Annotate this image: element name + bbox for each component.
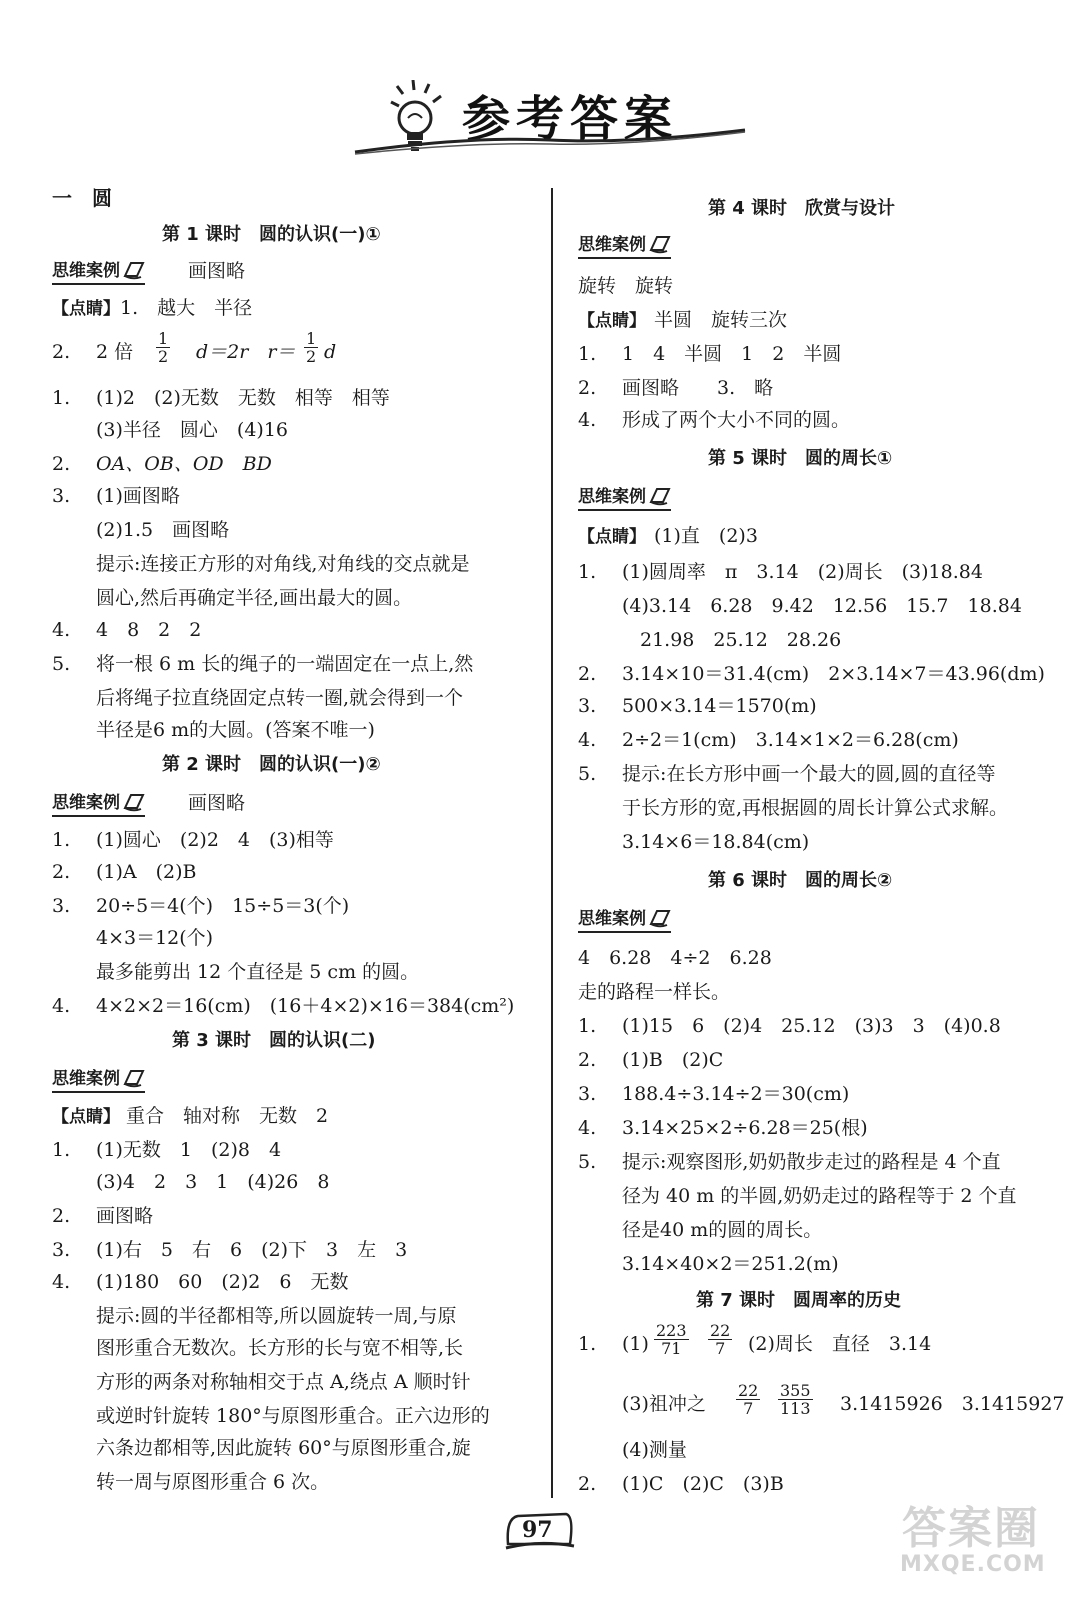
book-icon: [123, 1068, 145, 1088]
case-answer: 画图略: [188, 792, 246, 814]
book-icon: [123, 792, 145, 812]
answer-line: 4 6.28 4÷2 6.28: [578, 947, 772, 969]
book-icon: [649, 234, 671, 254]
thinking-case-label: 思维案例: [52, 788, 145, 817]
column-divider: [551, 188, 553, 1498]
page-title: 参考答案: [462, 91, 679, 147]
thinking-case-label: 思维案例: [52, 256, 145, 285]
thinking-case-label: 思维案例: [578, 230, 671, 259]
thinking-case-label: 思维案例: [578, 482, 671, 511]
lesson-5-title: 第 5 课时 圆的周长①: [708, 448, 893, 469]
book-icon: [649, 486, 671, 506]
section-title: 一 圆: [52, 186, 112, 210]
lesson-2-title: 第 2 课时 圆的认识(一)②: [162, 754, 381, 775]
answer-line: 旋转 旋转: [578, 275, 674, 297]
lesson-4-title: 第 4 课时 欣赏与设计: [708, 198, 896, 219]
thinking-case-label: 思维案例: [52, 1064, 145, 1093]
answer-line: 走的路程一样长。: [578, 981, 731, 1003]
lesson-3-title: 第 3 课时 圆的认识(二): [172, 1030, 376, 1051]
watermark: 答案圈 MXQE.COM: [900, 1503, 1046, 1577]
key-point: 【点睛】 重合 轴对称 无数 2: [52, 1105, 329, 1127]
lesson-7-title: 第 7 课时 圆周率的历史: [696, 1290, 902, 1311]
book-icon: [649, 908, 671, 928]
lesson-6-title: 第 6 课时 圆的周长②: [708, 870, 893, 891]
key-point: 【点睛】 半圆 旋转三次: [578, 309, 788, 331]
key-point: 【点睛】 (1)直 (2)3: [578, 525, 758, 547]
case-answer: 画图略: [188, 260, 246, 282]
page-number: 97: [504, 1510, 576, 1550]
page-header: [0, 70, 1088, 160]
title-underline-swoosh: [350, 122, 750, 162]
lesson-1-title: 第 1 课时 圆的认识(一)①: [162, 224, 381, 245]
book-icon: [123, 260, 145, 280]
key-point: 【点睛】1. 越大 半径: [52, 297, 253, 319]
thinking-case-label: 思维案例: [578, 904, 671, 933]
